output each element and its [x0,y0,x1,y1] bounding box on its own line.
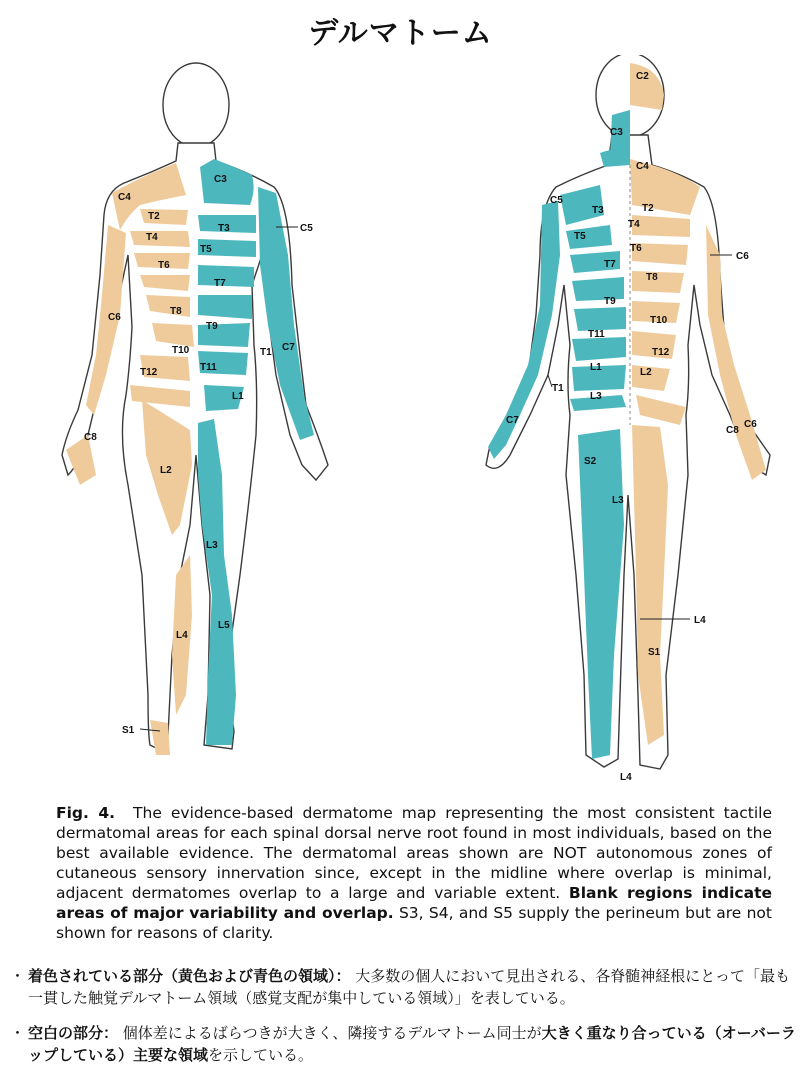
note-heading: 空白の部分： [28,1024,119,1042]
page-title: デルマトーム [308,16,493,51]
note-heading: 着色されている部分（黄色および青色の領域）： [28,967,351,985]
back-label-c6b: C6 [744,419,757,430]
front-label-c7: C7 [282,342,295,353]
front-label-t9: T9 [206,321,218,332]
front-label-c3: C3 [214,174,227,185]
back-label-t2: T2 [642,203,654,214]
front-body-outline [62,143,328,751]
front-label-s1: S1 [122,725,135,736]
note-text: 大多数の個人において見出される、各脊髄神経根にとって「最も一貫した触覚デルマトーム領域（感覚支配が集中している領域）」を表している。 [28,967,790,1007]
front-label-t3: T3 [218,223,230,234]
back-body-outline [486,135,770,769]
back-label-c4: C4 [636,161,649,172]
back-label-t9: T9 [604,296,616,307]
front-label-t6: T6 [158,260,170,271]
dermatome-figure [0,55,801,795]
note-text: 個体差によるばらつきが大きく、隣接するデルマトーム同士が [118,1024,542,1042]
caption-fig-number: Fig. 4. [56,804,116,822]
back-beige-areas [630,63,766,745]
front-label-t11: T11 [200,362,217,373]
note-bullet: ・ [10,1024,26,1042]
back-label-l3b: L3 [612,495,624,506]
figure-caption [56,803,772,943]
front-label-l5: L5 [218,620,230,631]
caption-text-1: The evidence-based dermatome map representing the most consistent tactile dermatomal areas for each spinal dorsal nerve root found in most individuals, based on the best available evidence. The dermatomal areas shown are NOT autonomous zones of cutaneous sensory innervation since, except in the midline where overlap is minimal, adjacent dermatomes overlap to a large and variable extent. [56,804,772,902]
note-item [6,965,796,1009]
front-label-l1: L1 [232,391,244,402]
front-label-c4: C4 [118,192,131,203]
front-label-t10: T10 [172,345,190,356]
back-label-s2: S2 [584,456,597,467]
front-label-t8: T8 [170,306,182,317]
note-emphasis: 大きく重なり合っている（オーバーラップしている）主要な領域 [28,1024,796,1064]
back-label-c3: C3 [610,127,623,138]
back-label-t6: T6 [630,243,642,254]
front-label-t7: T7 [214,278,226,289]
back-label-l4: L4 [694,615,706,626]
back-label-t3: T3 [592,205,604,216]
back-label-l2: L2 [640,367,652,378]
front-label-t2: T2 [148,211,160,222]
back-label-c7: C7 [506,415,519,426]
note-bullet: ・ [10,967,26,985]
caption-text-2: S3, S4, and S5 supply the perineum but are not shown for reasons of clarity. [56,904,772,942]
back-label-t7: T7 [604,259,616,270]
back-label-t8: T8 [646,272,658,283]
front-label-t1: T1 [260,347,272,358]
back-label-c2: C2 [636,71,649,82]
back-label-t5: T5 [574,231,586,242]
back-label-t11: T11 [588,329,605,340]
back-label-s1: S1 [648,647,661,658]
caption-bold: Blank regions indicate areas of major variability and overlap. [56,884,772,922]
front-label-t12: T12 [140,367,158,378]
back-label-c5: C5 [550,195,563,206]
front-label-l2: L2 [160,465,172,476]
front-label-t5: T5 [200,244,212,255]
back-label-t10: T10 [650,315,668,326]
front-head [163,63,229,147]
note-item [6,1022,796,1066]
front-label-t4: T4 [146,232,158,243]
back-label-l3: L3 [590,391,602,402]
front-label-l3: L3 [206,540,218,551]
back-label-c8: C8 [726,425,739,436]
front-label-c8: C8 [84,432,97,443]
back-label-t4: T4 [628,219,640,230]
back-label-l4b: L4 [620,772,632,783]
front-label-c6: C6 [108,312,121,323]
back-label-t12: T12 [652,347,670,358]
front-label-l4: L4 [176,630,188,641]
note-text-end: を示している。 [208,1046,314,1064]
back-label-t1: T1 [552,383,564,394]
notes-list [6,965,796,1079]
front-label-c5: C5 [300,223,313,234]
back-label-c6: C6 [736,251,749,262]
back-label-l1: L1 [590,362,602,373]
